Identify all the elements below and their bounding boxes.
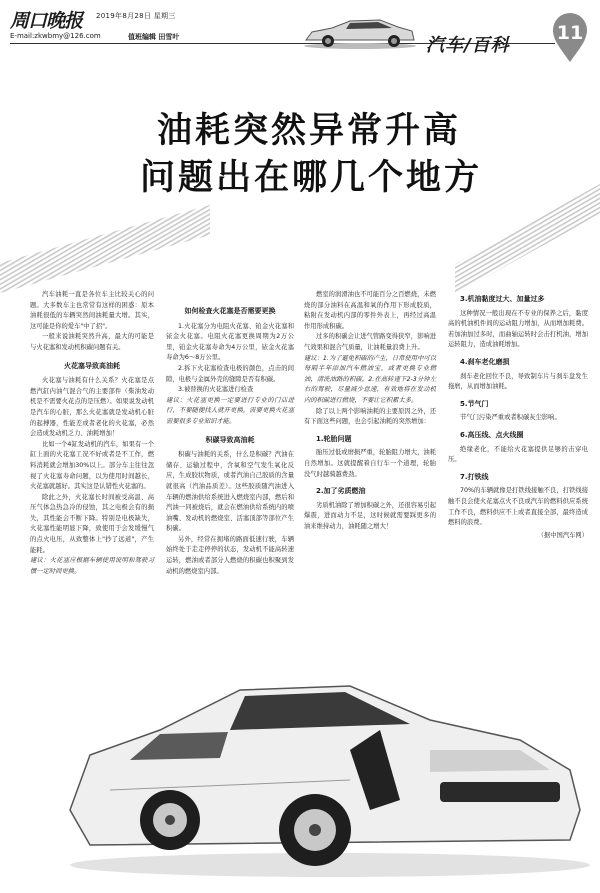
tip-paragraph: 建议：火花塞更换一定要进行专业的门店进行，不要随便找人就开更换，需要更换火花塞需要很多专业知识才能。 bbox=[166, 396, 294, 425]
paragraph: 积碳与油耗的关系，什么是积碳？汽油在储存、运输过程中，含氧和空气发生氧化反应，生成胶状物质，或者汽油自己胶质的含量就很高（汽油品质差）。这些胶质随汽油进入车辆的燃油供给系统进入燃烧室内部，燃后和汽油一同被烧后，就会在燃油供给系统内的喷油嘴、发动机的燃烧室、活塞顶部等部位产生积碳。 bbox=[166, 451, 294, 533]
numbered-heading: 6.高压线、点火线圈 bbox=[460, 430, 524, 439]
numbered-heading: 2.加了劣质燃油 bbox=[316, 487, 366, 496]
numbered-heading: 3.机油黏度过大、加量过多 bbox=[460, 295, 545, 303]
paragraph: 比如一个4缸发动机的汽车，如果有一个缸上面的火花塞工况不好或者是不工作，燃料消耗就会增加30%以上。部分车主往往忽视了火花塞寿命问题，以为使用时间越长，火花塞就越好。其实这是认错性火花塞的。 bbox=[30, 440, 154, 491]
paragraph: 刹车老化回位不良，导致制车片与刹车盘发生拖磨，从而增加油耗。 bbox=[448, 372, 588, 391]
article-column-1 bbox=[30, 290, 154, 577]
subheading: 积碳导致高油耗 bbox=[205, 435, 255, 444]
page-number: 11 bbox=[556, 22, 584, 44]
paragraph: 除此之外，火花塞长时间被受高温、高压气体急热急冷的侵蚀，其之电极会有的损失，其性能会不断下降。特别是电极缺失，火花塞性能明显下降，致使用于会发缓慢气的点火电压，从致整体上"抄了远道"，产生能耗。 bbox=[30, 493, 154, 554]
numbered-heading: 5.节气门 bbox=[460, 399, 489, 408]
paragraph: 节气门污染严重或者积碳灰尘影响。 bbox=[460, 414, 561, 422]
decorative-stripes bbox=[0, 205, 210, 293]
article-column-3 bbox=[304, 290, 436, 532]
paragraph: 燃室的润滑油也不可能百分之百燃烧，未燃烧的部分油料在高温和氧的作用下形成胶质，粘附在发动机内部的零件外表上，再经过高温作用形成积碳。 bbox=[304, 291, 436, 330]
paragraph: 火花塞与油耗有什么关系？火花塞是点燃汽缸内油气混合气的主要部件（柴油发动机是不需要火花点的是压燃）。如果说发动机是汽车的心脏，那么火花塞就是发动机心脏的起搏器，性能差或者老化的火花塞，必然会造成发动机乏力、油耗增加！ bbox=[30, 377, 154, 438]
issue-date: 2019年8月28日 星期三 bbox=[96, 12, 176, 20]
headline-line-2: 问题出在哪几个地方 bbox=[140, 157, 483, 198]
decorative-stripes-right bbox=[455, 184, 600, 294]
paragraph: 汽车油耗一直是各位车主比较关心的问题。大多数车主也常常有这样的困惑：原本油耗很低的车辆突然间油耗量大增。其实，这可能是你的爱车"中了招"。 bbox=[30, 291, 154, 330]
paragraph: 2.拆下火花塞检查电极的颜色，点击的间隙，电极与金属外壳的缝隙是否有积碳。 bbox=[166, 364, 294, 383]
article-column-2 bbox=[166, 290, 294, 577]
paragraph: 70%的车辆就像是打铁线接触不良，打铁线接触不良会使火花塞点火不良或汽车的燃料供应系统工作不良，燃料供应不上或者直接全部，最终造成燃料的浪费。 bbox=[448, 487, 588, 527]
headline-line-1: 油耗突然异常升高 bbox=[157, 110, 462, 151]
tip-paragraph: 建议：火花塞应根据车辆使用说明和驾驶习惯一定时间更换。 bbox=[30, 557, 154, 575]
paragraph: 除了以上两个影响油耗的主要原因之外，还有下面这些问题，也会引起油耗的突然增加： bbox=[304, 407, 436, 426]
paragraph: 劣质机油除了增加积碳之外，还很容易引起爆震，进而动力不足，这时候就需要踩更多的油来维持动力，油耗随之增大！ bbox=[304, 501, 436, 530]
tip-paragraph: 建议：1.为了避免积碳的产生，日常使用中可以每隔半年添加汽车燃油宝，或者更换专业燃油，清洗油路的积碳。2.在高转速下2-3分钟左右的驾驶，尽量减少怠速，有效地将在发动机内的积碳进行燃烧，不要让它积累太多。 bbox=[304, 354, 436, 404]
contact-email: E-mail:zkwbmy@126.com bbox=[10, 32, 101, 40]
subheading: 火花塞导致高油耗 bbox=[64, 361, 120, 370]
section-title: 汽车/百科 bbox=[426, 35, 510, 56]
paragraph: 另外，经常在拥堵的路面低速行驶，车辆始终处于走走停停的状态，发动机不能高转速运转，燃油或者部分人燃烧的积碳也积聚到发动机的燃烧室内部。 bbox=[166, 535, 294, 575]
sports-car-photo bbox=[50, 660, 590, 880]
source-credit: （据中国汽车网） bbox=[537, 531, 588, 539]
paragraph: 绝缘老化，不能给火花塞提供足够的击穿电压。 bbox=[448, 445, 588, 464]
paragraph: 3.被替换的火花塞进行检查 bbox=[178, 386, 254, 394]
paragraph: 过多的积碳会让进气管路变得狭窄，影响进气效果和混合气质量，让油耗量浪费上升。 bbox=[304, 333, 436, 351]
paragraph: 1.火花塞分为电阻火花塞、铂金火花塞和铱金火花塞。电阻火花塞更换周期为2万公里，铂金火花塞寿命为4万公里，铱金火花塞寿命为6～8万公里。 bbox=[166, 322, 294, 362]
paragraph: 胎压过低或磨损严重，轮胎阻力增大，油耗自然增加。这就提醒着自行车一个道理，轮胎没气时越骑越费劲。 bbox=[304, 449, 436, 478]
article-column-4 bbox=[448, 290, 588, 541]
editor-credit: 值班编辑 田雪叶 bbox=[128, 33, 180, 41]
numbered-heading: 1.轮胎问题 bbox=[316, 434, 352, 443]
sports-car-icon bbox=[300, 16, 418, 50]
masthead: 周口晚报 bbox=[10, 10, 83, 32]
paragraph: 一般来说油耗突然升高，最大的可能是与火花塞和发动机积碳问题有关。 bbox=[30, 333, 154, 351]
numbered-heading: 7.打铁线 bbox=[460, 472, 489, 481]
paragraph: 这种情况一般出现在不专业的保养之后，黏度高的机油机件间的运动阻力增加，从而增加耗费。若加油加过多时，而曲轴运转时会击打机油，增加运转阻力，造成油耗增加。 bbox=[448, 309, 588, 349]
numbered-heading: 4.刹车老化磨损 bbox=[460, 357, 510, 366]
subheading: 如何检查火花塞是否需要更换 bbox=[184, 307, 276, 315]
